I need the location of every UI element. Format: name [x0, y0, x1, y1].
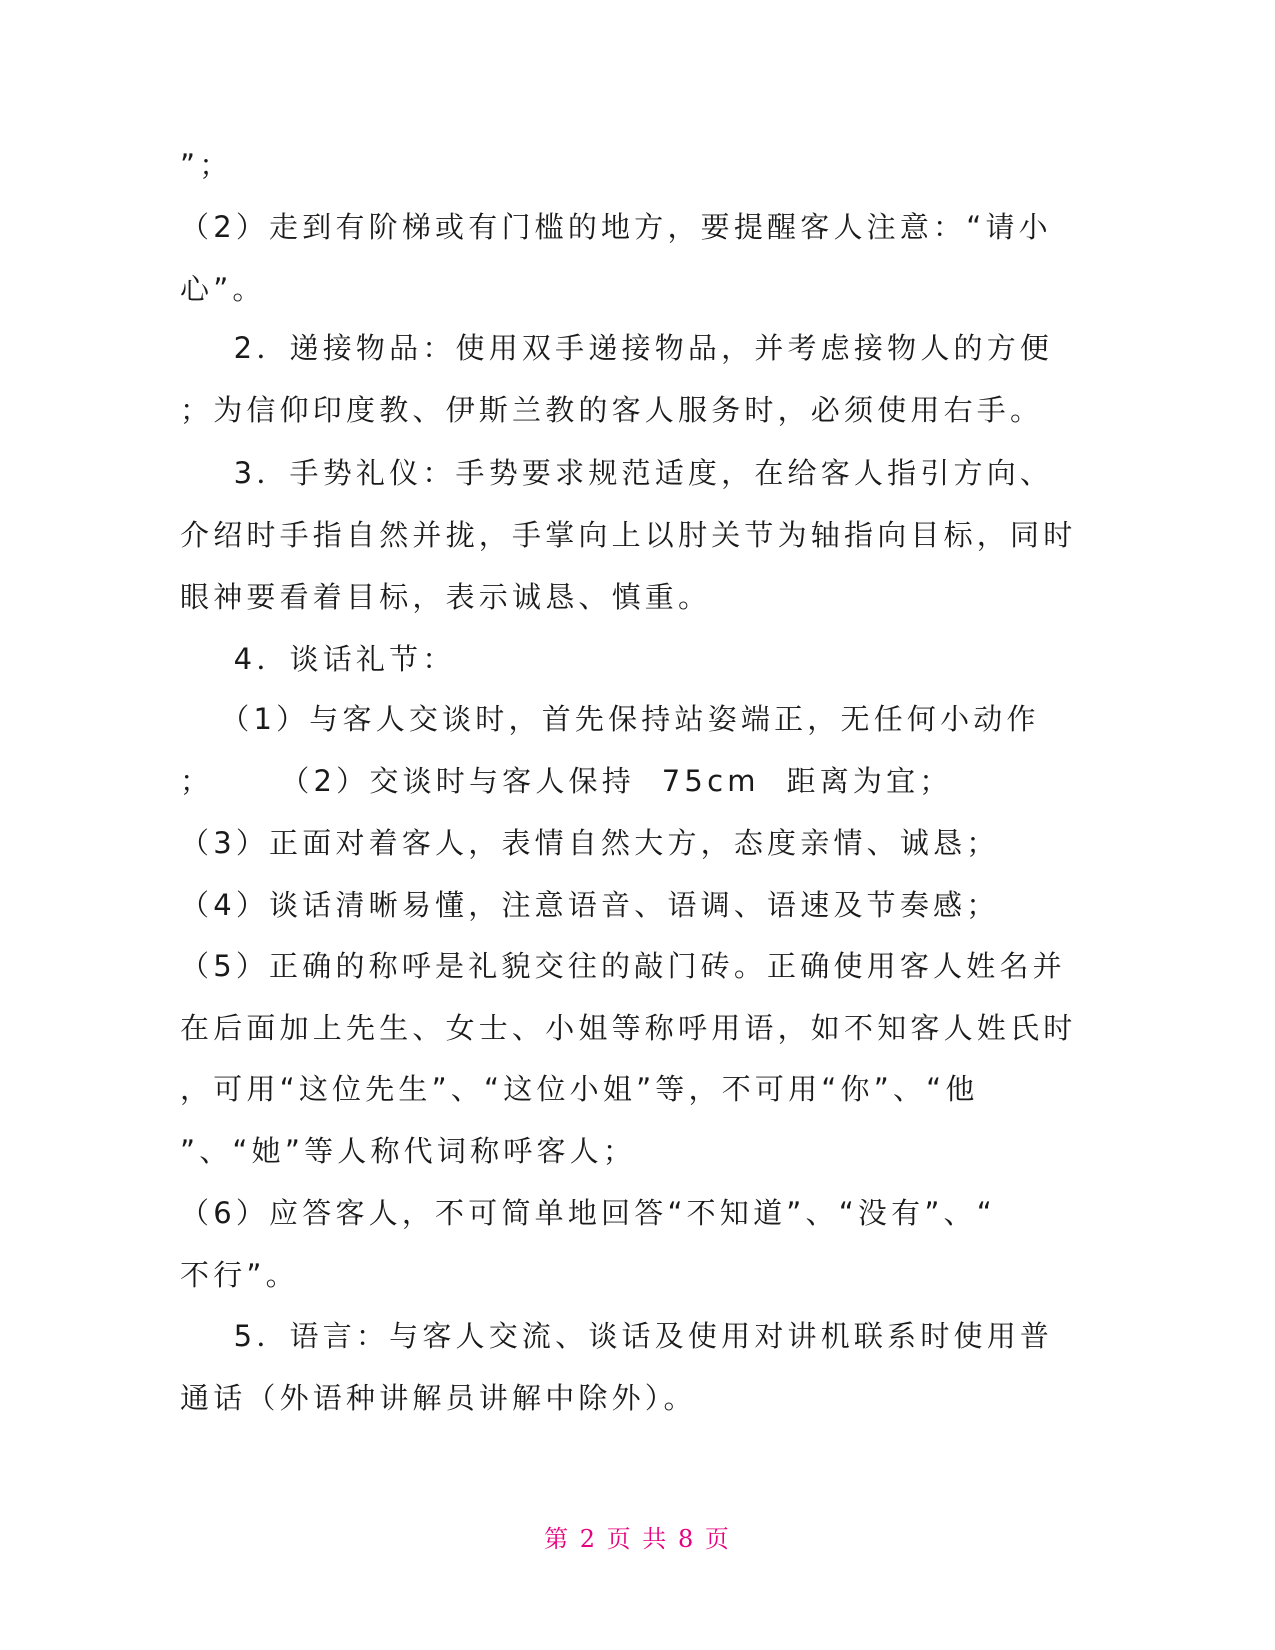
- paragraph-line: 2．递接物品：使用双手递接物品，并考虑接物人的方便: [180, 331, 1054, 365]
- paragraph-line: 心”。: [180, 272, 266, 306]
- paragraph-line: 介绍时手指自然并拢，手掌向上以肘关节为轴指向目标，同时: [180, 518, 1077, 552]
- paragraph-line: ”、“她”等人称代词称呼客人；: [180, 1134, 637, 1168]
- paragraph-line: （5）正确的称呼是礼貌交往的敲门砖。正确使用客人姓名并: [180, 949, 1066, 983]
- paragraph-line: ；为信仰印度教、伊斯兰教的客人服务时，必须使用右手。: [180, 393, 1044, 427]
- paragraph-line: 3．手势礼仪：手势要求规范适度，在给客人指引方向、: [180, 456, 1054, 490]
- paragraph-line: ； （2）交谈时与客人保持 75cm 距离为宜；: [180, 764, 953, 798]
- paragraph-line: 在后面加上先生、女士、小姐等称呼用语，如不知客人姓氏时: [180, 1011, 1077, 1045]
- paragraph-line: ”；: [180, 148, 233, 182]
- paragraph-line: （6）应答客人，不可简单地回答“不知道”、“没有”、“: [180, 1196, 996, 1230]
- paragraph-line: （1）与客人交谈时，首先保持站姿端正，无任何小动作: [180, 702, 1040, 736]
- page-number-footer: 第 2 页 共 8 页: [544, 1525, 731, 1553]
- paragraph-line: （2）走到有阶梯或有门槛的地方，要提醒客人注意：“请小: [180, 210, 1052, 244]
- paragraph-line: 通话（外语种讲解员讲解中除外）。: [180, 1381, 697, 1415]
- paragraph-line: 眼神要看着目标，表示诚恳、慎重。: [180, 580, 712, 614]
- paragraph-line: （3）正面对着客人，表情自然大方，态度亲情、诚恳；: [180, 826, 1000, 860]
- paragraph-line: 5．语言：与客人交流、谈话及使用对讲机联系时使用普: [180, 1319, 1054, 1353]
- paragraph-line: 不行”。: [180, 1258, 299, 1292]
- paragraph-line: （4）谈话清晰易懂，注意语音、语调、语速及节奏感；: [180, 888, 1000, 922]
- paragraph-line: 4．谈话礼节：: [180, 642, 456, 676]
- paragraph-line: ，可用“这位先生”、“这位小姐”等，不可用“你”、“他: [180, 1072, 979, 1106]
